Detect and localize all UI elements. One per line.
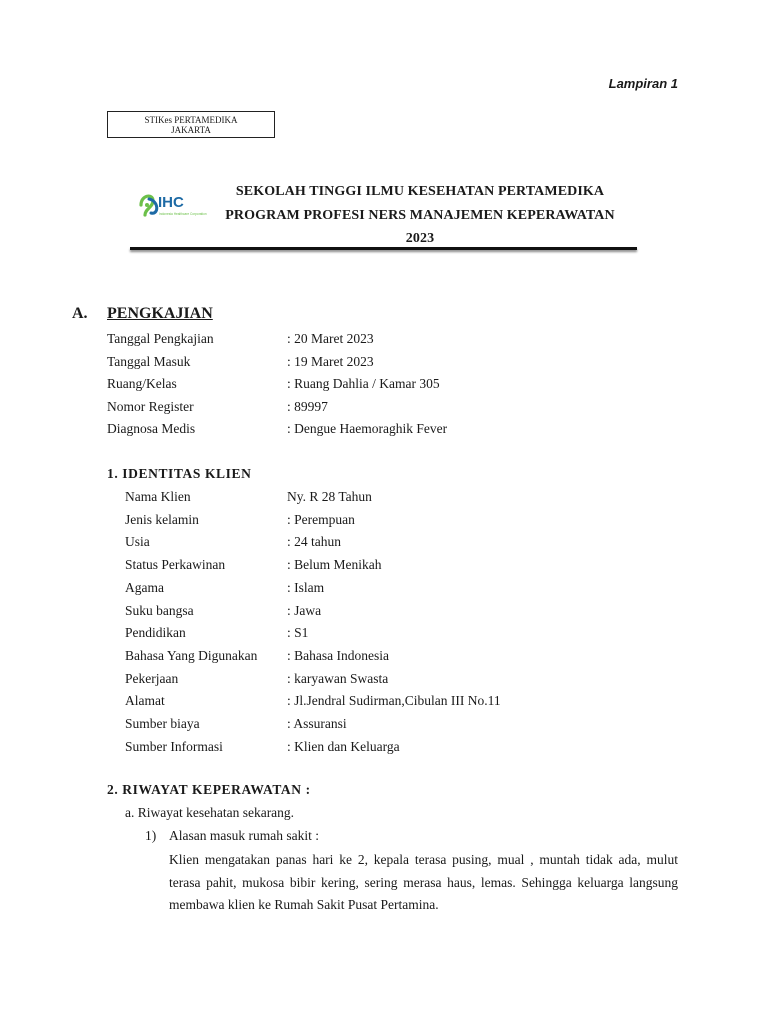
- section-a-title: PENGKAJIAN: [107, 305, 213, 322]
- header-year: 2023: [405, 231, 435, 246]
- identitas-field-label: Suku bangsa: [125, 602, 194, 618]
- header-program-name: PROGRAM PROFESI NERS MANAJEMEN KEPERAWATAN: [225, 208, 615, 223]
- identitas-field-label: Nama Klien: [125, 489, 191, 504]
- pengkajian-field-label: Nomor Register: [107, 398, 194, 414]
- identitas-field-label: Status Perkawinan: [125, 557, 226, 573]
- identitas-field-label: Sumber Informasi: [125, 738, 223, 754]
- pengkajian-field-value: : 20 Maret 2023: [287, 331, 374, 346]
- identitas-field-value: : Jl.Jendral Sudirman,Cibulan III No.11: [287, 693, 501, 709]
- pengkajian-field-label: Tanggal Pengkajian: [107, 331, 214, 346]
- identitas-field-value: : Bahasa Indonesia: [287, 647, 389, 663]
- ihc-logo-subtext: Indonesia Healthcare Corporation: [159, 212, 207, 216]
- institution-box: [107, 111, 275, 138]
- ihc-logo-icon: [137, 187, 207, 225]
- section-a-letter: A.: [72, 305, 88, 322]
- pengkajian-field-value: : 19 Maret 2023: [287, 353, 374, 369]
- ihc-logo: [137, 187, 207, 225]
- identitas-field-label: Jenis kelamin: [125, 511, 199, 527]
- riwayat-item-a: a. Riwayat kesehatan sekarang.: [125, 805, 295, 820]
- identitas-field-value: : Klien dan Keluarga: [287, 738, 400, 754]
- header-divider: [130, 247, 637, 250]
- institution-box-line2: JAKARTA: [171, 125, 211, 135]
- identitas-field-label: Bahasa Yang Digunakan: [125, 647, 258, 663]
- institution-box-line1: STIKes PERTAMEDIKA: [144, 115, 238, 125]
- identitas-field-value: : Perempuan: [287, 511, 355, 527]
- identitas-field-label: Agama: [125, 579, 164, 595]
- pengkajian-field-label: Tanggal Masuk: [107, 353, 191, 369]
- pengkajian-field-value: : 89997: [287, 398, 328, 414]
- pengkajian-field-label: Diagnosa Medis: [107, 421, 196, 437]
- identitas-field-value: : Belum Menikah: [287, 557, 382, 573]
- identitas-field-label: Alamat: [125, 693, 165, 709]
- identitas-field-value: : 24 tahun: [287, 534, 341, 550]
- riwayat-item-1-number: 1): [145, 828, 157, 843]
- riwayat-paragraph: Klien mengatakan panas hari ke 2, kepala terasa pusing, mual , muntah tidak ada, mulut terasa pahit, mukosa bibir kering, sering merasa haus, lemas. Sehingga keluarga langsung membawa klien ke Rumah Sakit Pusat Pertamina.: [169, 852, 678, 912]
- attachment-label: Lampiran 1: [608, 76, 678, 91]
- riwayat-item-1-label: Alasan masuk rumah sakit :: [169, 828, 319, 843]
- identitas-field-value: : S1: [287, 625, 309, 641]
- identitas-field-label: Sumber biaya: [125, 716, 200, 731]
- identitas-field-value: : Islam: [287, 579, 325, 595]
- identitas-field-value: : Jawa: [287, 602, 322, 618]
- riwayat-title: 2. RIWAYAT KEPERAWATAN :: [107, 782, 311, 797]
- identitas-field-label: Pendidikan: [125, 625, 186, 641]
- pengkajian-field-value: : Ruang Dahlia / Kamar 305: [287, 376, 440, 392]
- identitas-field-value: Ny. R 28 Tahun: [287, 489, 372, 504]
- header-school-name: SEKOLAH TINGGI ILMU KESEHATAN PERTAMEDIKA: [235, 184, 605, 199]
- identitas-field-value: : Assuransi: [287, 716, 347, 731]
- pengkajian-field-label: Ruang/Kelas: [107, 376, 177, 392]
- identitas-title: 1. IDENTITAS KLIEN: [107, 466, 252, 481]
- ihc-logo-text: IHC: [158, 194, 184, 211]
- identitas-field-label: Usia: [125, 534, 150, 550]
- pengkajian-field-value: : Dengue Haemoraghik Fever: [287, 421, 448, 437]
- identitas-field-label: Pekerjaan: [125, 670, 179, 686]
- identitas-field-value: : karyawan Swasta: [287, 670, 389, 686]
